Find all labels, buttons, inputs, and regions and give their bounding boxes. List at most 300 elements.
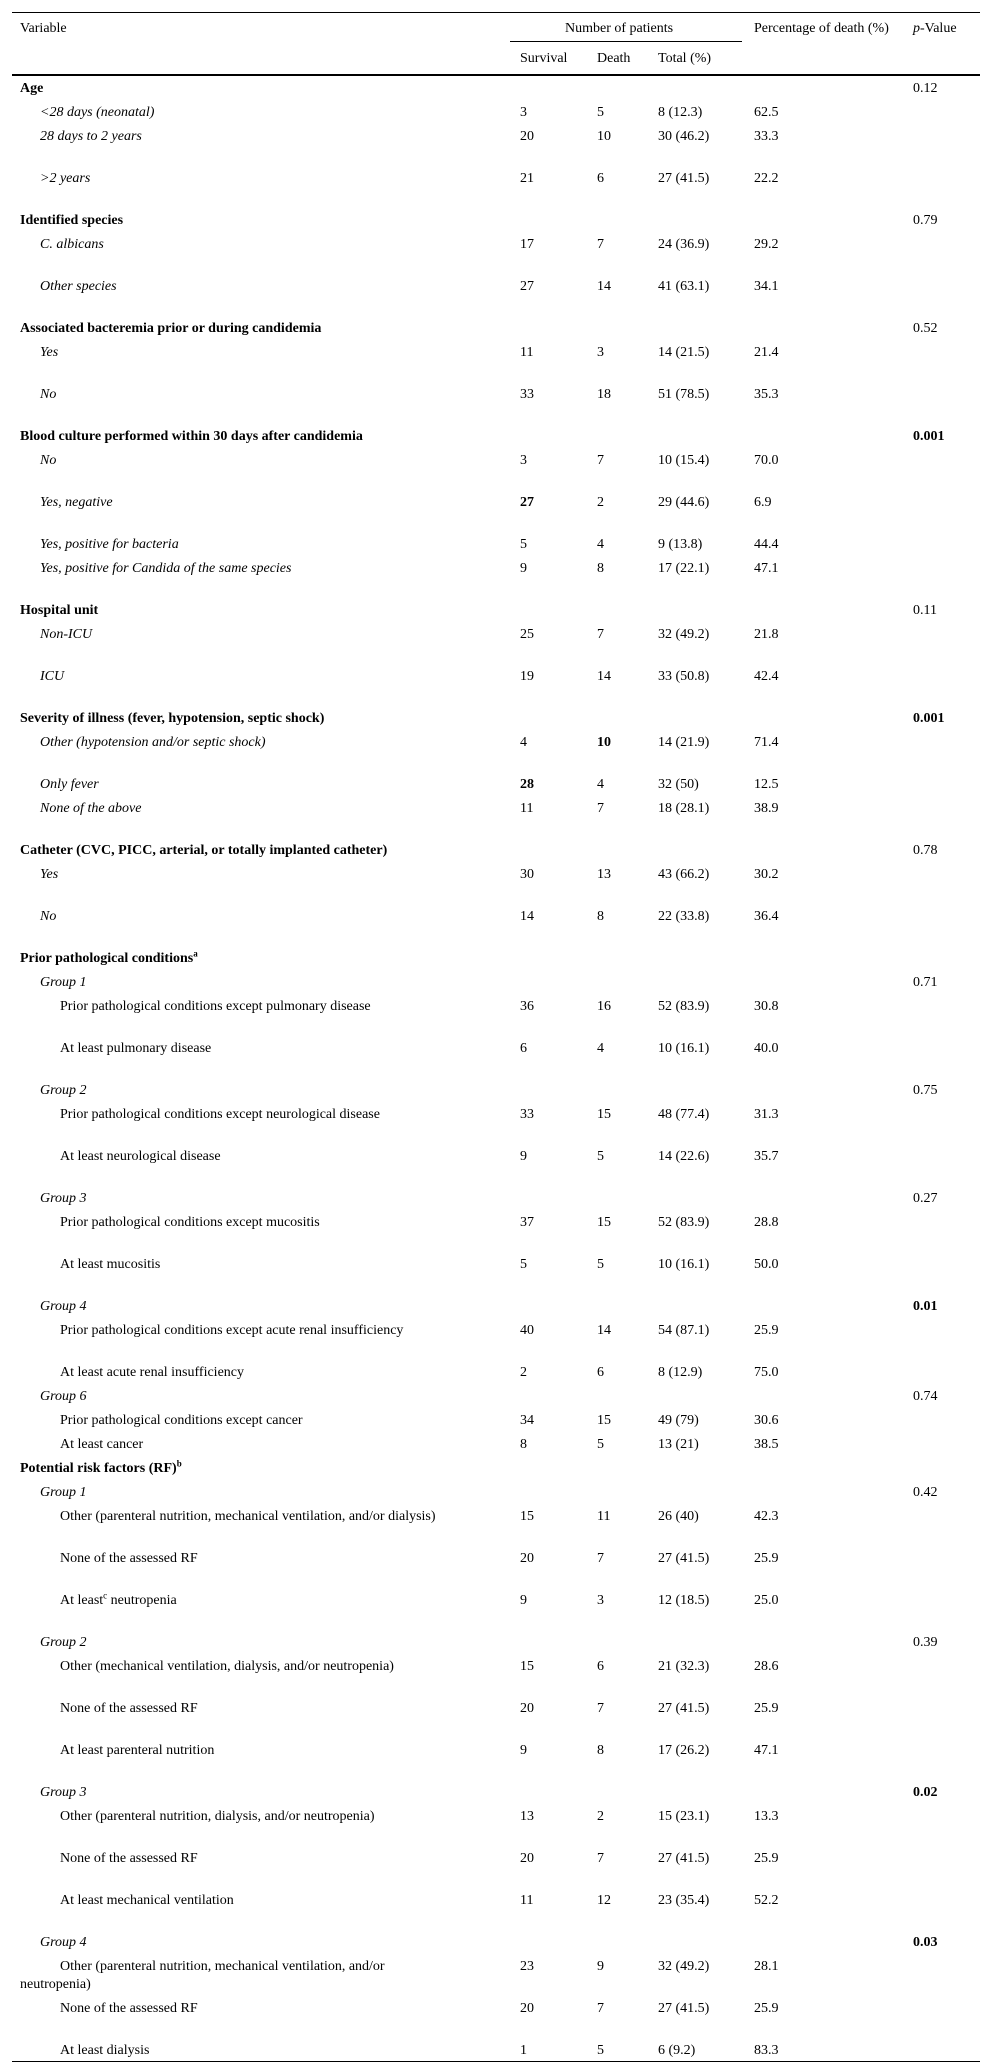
survival-cell: 5 xyxy=(520,1257,527,1272)
table-row xyxy=(0,1508,992,1550)
total-cell: 24 (36.9) xyxy=(658,237,710,252)
row-label xyxy=(40,800,520,818)
table-row xyxy=(0,2000,992,2042)
survival-cell: 9 xyxy=(520,1743,527,1758)
percentage-cell: 28.8 xyxy=(754,1215,779,1230)
death-cell: 13 xyxy=(597,867,611,882)
percentage-cell: 25.0 xyxy=(754,1593,779,1608)
section-row xyxy=(0,320,992,344)
row-label xyxy=(60,1364,540,1382)
survival-cell: 15 xyxy=(520,1659,534,1674)
table-row xyxy=(0,1550,992,1592)
row-label xyxy=(40,1190,520,1208)
row-label-text: Prior pathological conditions except cancer xyxy=(60,1413,303,1428)
total-cell: 8 (12.9) xyxy=(658,1365,703,1380)
p-value-cell: 0.001 xyxy=(913,711,945,726)
row-label-text: Other (parenteral nutrition, mechanical ventilation, and/or dialysis) xyxy=(60,1509,436,1524)
total-cell: 8 (12.3) xyxy=(658,105,703,120)
p-value-cell: 0.78 xyxy=(913,843,938,858)
death-cell: 6 xyxy=(597,171,604,186)
total-cell: 10 (16.1) xyxy=(658,1257,710,1272)
death-cell: 2 xyxy=(597,495,604,510)
total-cell: 27 (41.5) xyxy=(658,171,710,186)
death-cell: 5 xyxy=(597,1257,604,1272)
death-cell: 16 xyxy=(597,999,611,1014)
row-label xyxy=(40,344,520,362)
survival-cell: 20 xyxy=(520,129,534,144)
survival-cell: 20 xyxy=(520,1851,534,1866)
header-death: Death xyxy=(597,51,631,66)
death-cell: 3 xyxy=(597,345,604,360)
row-label-text: At least pulmonary disease xyxy=(60,1041,212,1056)
death-cell: 6 xyxy=(597,1365,604,1380)
row-label xyxy=(60,1040,540,1058)
row-label xyxy=(60,1742,540,1760)
group-row xyxy=(0,344,992,386)
group-row xyxy=(0,278,992,320)
row-label-text: Group 4 xyxy=(40,1935,87,1950)
death-cell: 7 xyxy=(597,1551,604,1566)
row-label xyxy=(40,278,520,296)
row-label xyxy=(40,734,520,752)
table-row xyxy=(0,998,992,1040)
survival-cell: 9 xyxy=(520,1593,527,1608)
survival-cell: 20 xyxy=(520,1701,534,1716)
row-label-text: 28 days to 2 years xyxy=(40,129,142,144)
group-row xyxy=(0,536,992,560)
percentage-cell: 25.9 xyxy=(754,1851,779,1866)
row-label xyxy=(40,494,520,512)
survival-cell: 20 xyxy=(520,2001,534,2016)
group-row xyxy=(0,494,992,536)
row-label xyxy=(20,212,500,230)
percentage-cell: 29.2 xyxy=(754,237,779,252)
row-label-text: Group 6 xyxy=(40,1389,87,1404)
total-cell: 9 (13.8) xyxy=(658,537,703,552)
row-label-text: Only fever xyxy=(40,777,99,792)
death-cell: 7 xyxy=(597,1851,604,1866)
row-label-text: At least mucositis xyxy=(60,1257,161,1272)
total-cell: 32 (50) xyxy=(658,777,699,792)
header-total: Total (%) xyxy=(658,51,712,66)
survival-cell: 28 xyxy=(520,777,534,792)
header-survival: Survival xyxy=(520,51,568,66)
row-label xyxy=(60,1256,540,1274)
group-row xyxy=(0,236,992,278)
p-value-cell: 0.27 xyxy=(913,1191,938,1206)
header-p-rest: -Value xyxy=(920,21,957,36)
table-bottom-rule xyxy=(12,2061,980,2062)
section-row xyxy=(0,950,992,974)
section-row xyxy=(0,80,992,104)
survival-cell: 17 xyxy=(520,237,534,252)
percentage-cell: 30.8 xyxy=(754,999,779,1014)
percentage-cell: 25.9 xyxy=(754,2001,779,2016)
table-row xyxy=(0,1592,992,1634)
row-label xyxy=(40,170,520,188)
survival-cell: 25 xyxy=(520,627,534,642)
header-number-of-patients: Number of patients xyxy=(565,21,674,36)
survival-cell: 40 xyxy=(520,1323,534,1338)
survival-cell: 9 xyxy=(520,1149,527,1164)
death-cell: 5 xyxy=(597,1149,604,1164)
row-label-text: Yes, positive for bacteria xyxy=(40,537,179,552)
percentage-cell: 47.1 xyxy=(754,561,779,576)
death-cell: 18 xyxy=(597,387,611,402)
row-label-text: At least dialysis xyxy=(60,2043,150,2058)
p-value-cell: 0.39 xyxy=(913,1635,938,1650)
percentage-cell: 44.4 xyxy=(754,537,779,552)
table-row xyxy=(0,1958,992,2000)
percentage-cell: 42.4 xyxy=(754,669,779,684)
row-label xyxy=(40,626,520,644)
p-value-cell: 0.11 xyxy=(913,603,937,618)
row-label-text: Group 2 xyxy=(40,1635,87,1650)
row-label-text: Prior pathological conditions except pulmonary disease xyxy=(60,999,371,1014)
row-label-text: No xyxy=(40,387,57,402)
p-value-cell: 0.001 xyxy=(913,429,945,444)
death-cell: 7 xyxy=(597,801,604,816)
row-label xyxy=(20,1508,440,1526)
row-label xyxy=(60,2000,540,2018)
total-cell: 32 (49.2) xyxy=(658,1959,710,1974)
group-row xyxy=(0,170,992,212)
survival-cell: 33 xyxy=(520,1107,534,1122)
section-row xyxy=(0,1460,992,1484)
row-label xyxy=(60,1436,540,1454)
total-cell: 51 (78.5) xyxy=(658,387,710,402)
row-label-text: None of the above xyxy=(40,801,142,816)
survival-cell: 3 xyxy=(520,105,527,120)
group-row xyxy=(0,1082,992,1106)
percentage-cell: 21.8 xyxy=(754,627,779,642)
percentage-cell: 35.7 xyxy=(754,1149,779,1164)
percentage-cell: 40.0 xyxy=(754,1041,779,1056)
footnote-mark: a xyxy=(193,948,198,959)
row-label xyxy=(40,866,520,884)
percentage-cell: 71.4 xyxy=(754,735,779,750)
total-cell: 13 (21) xyxy=(658,1437,699,1452)
table-row xyxy=(0,1892,992,1934)
percentage-cell: 75.0 xyxy=(754,1365,779,1380)
group-row xyxy=(0,626,992,668)
survival-cell: 20 xyxy=(520,1551,534,1566)
survival-cell: 11 xyxy=(520,1893,534,1908)
row-label-text: Group 3 xyxy=(40,1191,87,1206)
death-cell: 2 xyxy=(597,1809,604,1824)
row-label-text-after: neutropenia xyxy=(107,1593,177,1608)
total-cell: 14 (22.6) xyxy=(658,1149,710,1164)
percentage-cell: 34.1 xyxy=(754,279,779,294)
header-variable: Variable xyxy=(20,21,67,36)
row-label-text: Group 3 xyxy=(40,1785,87,1800)
row-label-text: Non-ICU xyxy=(40,627,93,642)
total-cell: 27 (41.5) xyxy=(658,2001,710,2016)
percentage-cell: 12.5 xyxy=(754,777,779,792)
row-label-text: Other (hypotension and/or septic shock) xyxy=(40,735,266,750)
row-label-text: Blood culture performed within 30 days after candidemia xyxy=(20,429,363,444)
p-value-cell: 0.75 xyxy=(913,1083,938,1098)
row-label-text: At least neurological disease xyxy=(60,1149,221,1164)
row-label xyxy=(20,320,500,338)
row-label-text: Group 1 xyxy=(40,1485,87,1500)
death-cell: 4 xyxy=(597,777,604,792)
survival-cell: 14 xyxy=(520,909,534,924)
group-row xyxy=(0,128,992,170)
percentage-cell: 50.0 xyxy=(754,1257,779,1272)
row-label xyxy=(40,1634,520,1652)
section-row xyxy=(0,842,992,866)
survival-cell: 27 xyxy=(520,279,534,294)
row-label xyxy=(60,1808,540,1826)
total-cell: 48 (77.4) xyxy=(658,1107,710,1122)
table-row xyxy=(0,1148,992,1190)
group-row xyxy=(0,452,992,494)
death-cell: 6 xyxy=(597,1659,604,1674)
section-row xyxy=(0,602,992,626)
total-cell: 30 (46.2) xyxy=(658,129,710,144)
group-row xyxy=(0,908,992,950)
death-cell: 5 xyxy=(597,2043,604,2058)
total-cell: 21 (32.3) xyxy=(658,1659,710,1674)
survival-cell: 6 xyxy=(520,1041,527,1056)
table-row xyxy=(0,1214,992,1256)
row-label xyxy=(20,710,500,728)
row-label-text: At least mechanical ventilation xyxy=(60,1893,234,1908)
percentage-cell: 30.2 xyxy=(754,867,779,882)
row-label xyxy=(20,1958,440,1994)
row-label xyxy=(40,668,520,686)
total-cell: 23 (35.4) xyxy=(658,1893,710,1908)
total-cell: 27 (41.5) xyxy=(658,1701,710,1716)
survival-cell: 11 xyxy=(520,801,534,816)
death-cell: 14 xyxy=(597,1323,611,1338)
survival-cell: 23 xyxy=(520,1959,534,1974)
row-label xyxy=(60,1322,540,1340)
percentage-cell: 38.5 xyxy=(754,1437,779,1452)
survival-cell: 2 xyxy=(520,1365,527,1380)
total-cell: 49 (79) xyxy=(658,1413,699,1428)
row-label-text: Group 4 xyxy=(40,1299,87,1314)
percentage-cell: 70.0 xyxy=(754,453,779,468)
p-value-cell: 0.79 xyxy=(913,213,938,228)
group-row xyxy=(0,974,992,998)
row-label xyxy=(40,1484,520,1502)
death-cell: 14 xyxy=(597,669,611,684)
table-top-rule xyxy=(12,12,980,13)
row-label xyxy=(40,1082,520,1100)
survival-cell: 27 xyxy=(520,495,534,510)
table-row xyxy=(0,2042,992,2066)
p-value-cell: 0.02 xyxy=(913,1785,938,1800)
row-label xyxy=(60,1214,540,1232)
group-row xyxy=(0,800,992,842)
row-label xyxy=(40,1388,520,1406)
group-row xyxy=(0,1784,992,1808)
row-label-text: Catheter (CVC, PICC, arterial, or totally implanted catheter) xyxy=(20,843,388,858)
total-cell: 41 (63.1) xyxy=(658,279,710,294)
table-row xyxy=(0,1850,992,1892)
row-label-text: Potential risk factors (RF) xyxy=(20,1461,177,1476)
death-cell: 5 xyxy=(597,1437,604,1452)
row-label xyxy=(40,908,520,926)
p-value-cell: 0.52 xyxy=(913,321,938,336)
survival-cell: 30 xyxy=(520,867,534,882)
group-row xyxy=(0,560,992,602)
survival-cell: 11 xyxy=(520,345,534,360)
group-row xyxy=(0,1634,992,1658)
row-label xyxy=(20,80,500,98)
table-row xyxy=(0,1256,992,1298)
row-label-text: Group 1 xyxy=(40,975,87,990)
death-cell: 15 xyxy=(597,1107,611,1122)
row-label-text: Prior pathological conditions except mucositis xyxy=(60,1215,320,1230)
group-row xyxy=(0,1298,992,1322)
row-label xyxy=(40,128,520,146)
percentage-cell: 33.3 xyxy=(754,129,779,144)
table-row xyxy=(0,1364,992,1388)
header-group-rule xyxy=(510,41,742,42)
row-label-text: Other (parenteral nutrition, dialysis, and/or neutropenia) xyxy=(60,1809,375,1824)
row-label xyxy=(20,602,500,620)
row-label-text: Prior pathological conditions xyxy=(20,951,194,966)
percentage-cell: 28.6 xyxy=(754,1659,779,1674)
percentage-cell: 35.3 xyxy=(754,387,779,402)
group-row xyxy=(0,668,992,710)
section-row xyxy=(0,212,992,236)
row-label xyxy=(60,1412,540,1430)
p-value-cell: 0.01 xyxy=(913,1299,938,1314)
row-label-text: <28 days (neonatal) xyxy=(40,105,155,120)
death-cell: 11 xyxy=(597,1509,611,1524)
percentage-cell: 47.1 xyxy=(754,1743,779,1758)
percentage-cell: 13.3 xyxy=(754,1809,779,1824)
p-value-cell: 0.42 xyxy=(913,1485,938,1500)
p-value-cell: 0.12 xyxy=(913,81,938,96)
death-cell: 8 xyxy=(597,561,604,576)
row-label xyxy=(60,1148,540,1166)
row-label-text: Other (parenteral nutrition, mechanical ventilation, and/or neutropenia) xyxy=(20,1959,385,1992)
total-cell: 15 (23.1) xyxy=(658,1809,710,1824)
table-row xyxy=(0,1436,992,1460)
survival-cell: 33 xyxy=(520,387,534,402)
death-cell: 7 xyxy=(597,2001,604,2016)
total-cell: 12 (18.5) xyxy=(658,1593,710,1608)
survival-cell: 13 xyxy=(520,1809,534,1824)
row-label-text: Associated bacteremia prior or during candidemia xyxy=(20,321,322,336)
row-label-text: None of the assessed RF xyxy=(60,1551,198,1566)
p-value-cell: 0.71 xyxy=(913,975,938,990)
row-label-text: Age xyxy=(20,81,44,96)
row-label-text: No xyxy=(40,453,57,468)
row-label xyxy=(40,560,520,578)
group-row xyxy=(0,1484,992,1508)
percentage-cell: 30.6 xyxy=(754,1413,779,1428)
death-cell: 15 xyxy=(597,1413,611,1428)
row-label-text: None of the assessed RF xyxy=(60,2001,198,2016)
row-label-text: Yes xyxy=(40,867,59,882)
total-cell: 10 (15.4) xyxy=(658,453,710,468)
row-label xyxy=(20,842,500,860)
percentage-cell: 25.9 xyxy=(754,1323,779,1338)
row-label xyxy=(40,236,520,254)
p-value-cell: 0.74 xyxy=(913,1389,938,1404)
row-label-text: At least xyxy=(60,1593,104,1608)
row-label-text: At least cancer xyxy=(60,1437,144,1452)
row-label xyxy=(40,452,520,470)
row-label xyxy=(40,1298,520,1316)
survival-cell: 9 xyxy=(520,561,527,576)
death-cell: 4 xyxy=(597,537,604,552)
survival-cell: 3 xyxy=(520,453,527,468)
row-label-text: Group 2 xyxy=(40,1083,87,1098)
row-label xyxy=(20,950,500,968)
row-label-text: >2 years xyxy=(40,171,91,186)
death-cell: 12 xyxy=(597,1893,611,1908)
header-bottom-rule xyxy=(12,74,980,76)
death-cell: 14 xyxy=(597,279,611,294)
total-cell: 17 (26.2) xyxy=(658,1743,710,1758)
total-cell: 14 (21.9) xyxy=(658,735,710,750)
survival-cell: 1 xyxy=(520,2043,527,2058)
total-cell: 52 (83.9) xyxy=(658,999,710,1014)
death-cell: 7 xyxy=(597,237,604,252)
table-row xyxy=(0,1658,992,1700)
death-cell: 10 xyxy=(597,129,611,144)
header-percentage-of-death: Percentage of death (%) xyxy=(754,21,889,36)
row-label xyxy=(40,104,520,122)
row-label-text: C. albicans xyxy=(40,237,104,252)
row-label-text: Prior pathological conditions except acute renal insufficiency xyxy=(60,1323,404,1338)
group-row xyxy=(0,386,992,428)
total-cell: 14 (21.5) xyxy=(658,345,710,360)
row-label xyxy=(60,1658,540,1676)
percentage-cell: 28.1 xyxy=(754,1959,779,1974)
row-label xyxy=(20,1460,500,1478)
row-label xyxy=(60,998,540,1016)
survival-cell: 4 xyxy=(520,735,527,750)
survival-cell: 34 xyxy=(520,1413,534,1428)
table-row xyxy=(0,1742,992,1784)
death-cell: 7 xyxy=(597,1701,604,1716)
row-label xyxy=(60,1892,540,1910)
death-cell: 3 xyxy=(597,1593,604,1608)
header-p-italic: p xyxy=(913,21,920,36)
row-label xyxy=(20,428,500,446)
survival-cell: 5 xyxy=(520,537,527,552)
death-cell: 10 xyxy=(597,735,611,750)
percentage-cell: 6.9 xyxy=(754,495,772,510)
group-row xyxy=(0,866,992,908)
p-value-cell: 0.03 xyxy=(913,1935,938,1950)
row-label-text: Prior pathological conditions except neurological disease xyxy=(60,1107,380,1122)
percentage-cell: 83.3 xyxy=(754,2043,779,2058)
group-row xyxy=(0,1934,992,1958)
group-row xyxy=(0,776,992,800)
section-row xyxy=(0,428,992,452)
table-row xyxy=(0,1106,992,1148)
death-cell: 5 xyxy=(597,105,604,120)
row-label-text: Yes, positive for Candida of the same species xyxy=(40,561,292,576)
row-label-text: Identified species xyxy=(20,213,124,228)
survival-cell: 21 xyxy=(520,171,534,186)
row-label-text: None of the assessed RF xyxy=(60,1851,198,1866)
row-label xyxy=(40,386,520,404)
row-label xyxy=(40,974,520,992)
group-row xyxy=(0,104,992,128)
percentage-cell: 42.3 xyxy=(754,1509,779,1524)
survival-cell: 36 xyxy=(520,999,534,1014)
